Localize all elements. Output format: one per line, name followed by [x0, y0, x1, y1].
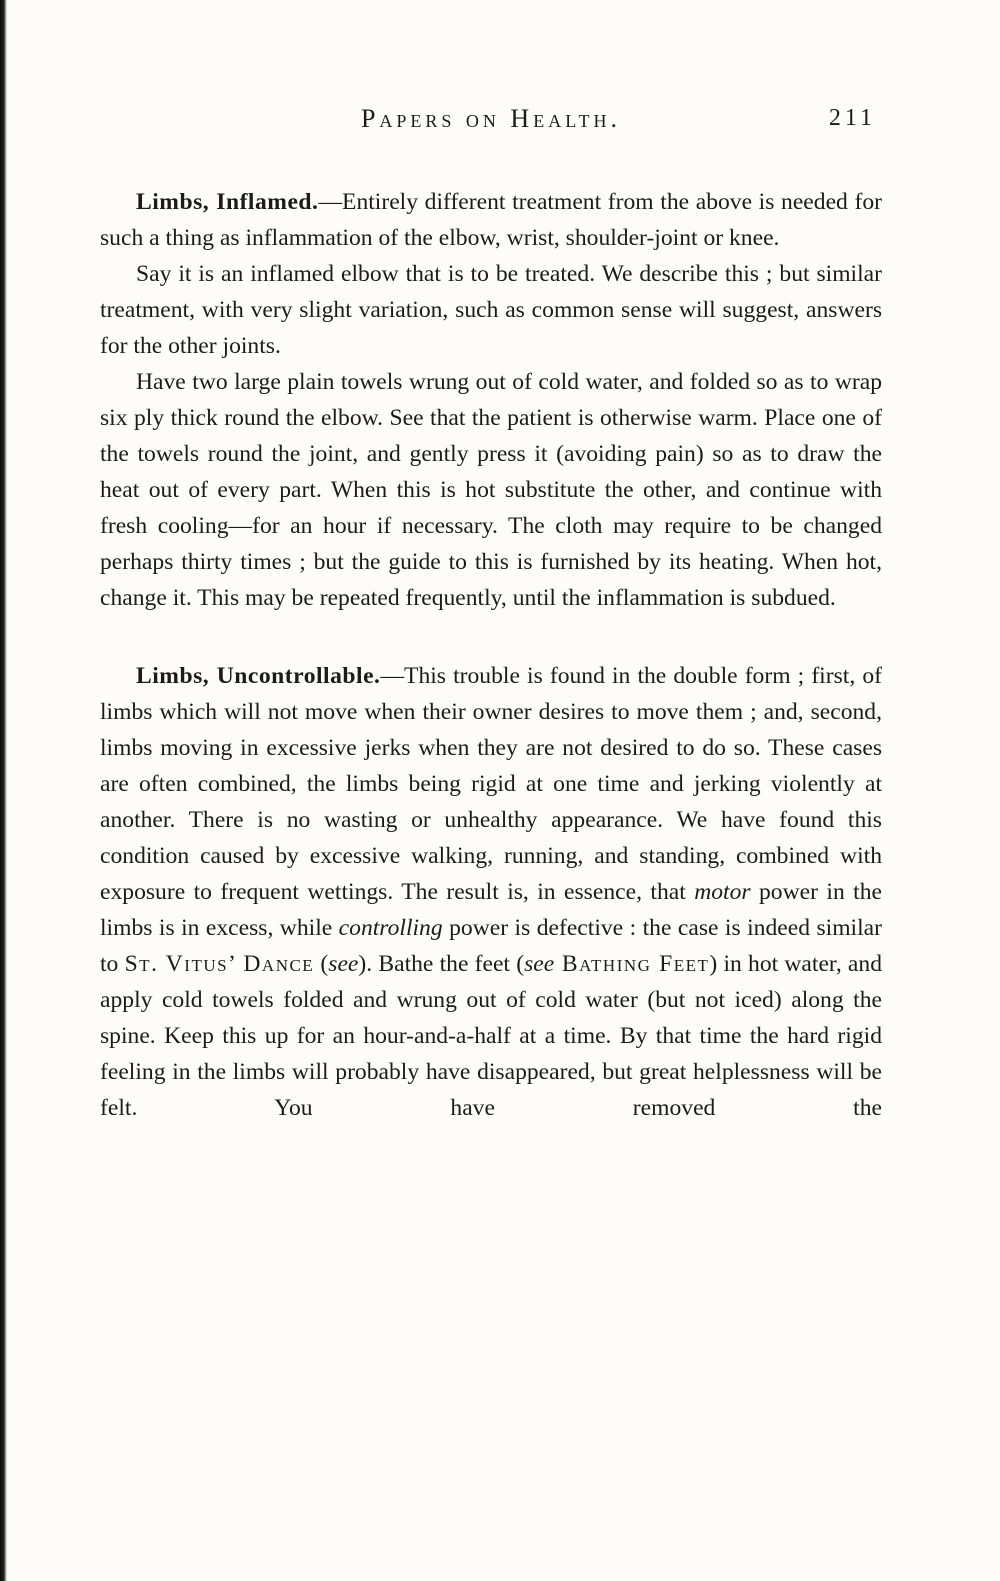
page-number: 211	[828, 105, 876, 131]
text-run-italic: see	[524, 951, 555, 977]
text-run-bold: Limbs, Uncontrollable.	[136, 663, 381, 689]
text-run-smallcaps: St. Vitus’ Dance	[124, 951, 315, 977]
text-run-normal: power is defective : the case is indeed similar to	[100, 915, 882, 977]
text-run-normal: (	[314, 951, 329, 977]
page-header	[100, 104, 882, 138]
running-title: Papers on Health.	[360, 104, 622, 133]
para-limbs-inflamed-3	[100, 364, 882, 616]
text-run-normal: —Entirely different treatment from the above is needed for such a thing as inflammation of the elbow, wrist, shoulder-joint or knee.	[100, 189, 882, 251]
book-page	[100, 104, 882, 1126]
text-run-normal: ) in hot water, and apply cold towels folded and wrung out of cold water (but not iced) along the spine. Keep this up for an hour-and-a-half at a time. By that time the hard rigid feeling in the limbs will probably have disappeared, but great helplessness will be felt. You have removed the	[100, 951, 882, 1121]
text-run-normal: ). Bathe the feet (	[358, 951, 525, 977]
para-limbs-uncontrollable	[100, 658, 882, 1126]
para-limbs-inflamed-2	[100, 256, 882, 364]
text-run-normal: power in the limbs is in excess, while	[100, 879, 882, 941]
text-run-italic: motor	[694, 879, 751, 905]
scan-edge-shadow	[0, 0, 7, 1581]
text-run-normal: —This trouble is found in the double form ; first, of limbs which will not move when their owner desires to move them ; and, second, limbs moving in excessive jerks when they are not desired to do so. These cases are often combined, the limbs being rigid at one time and jerking violently at another. There is no wasting or unhealthy appearance. We have found this condition caused by excessive walking, running, and standing, combined with exposure to frequent wettings. The result is, in essence, that	[100, 663, 882, 905]
text-run-bold: Limbs, Inflamed.	[136, 189, 319, 215]
para-limbs-inflamed-heading	[100, 184, 882, 256]
page-content	[100, 184, 882, 1126]
text-run-italic: controlling	[338, 915, 443, 941]
text-run-normal: Have two large plain towels wrung out of cold water, and folded so as to wrap six ply thick round the elbow. See that the patient is otherwise warm. Place one of the towels round the joint, and gently press it (avoiding pain) so as to draw the heat out of every part. When this is hot substitute the other, and continue with fresh cooling—for an hour if necessary. The cloth may require to be changed perhaps thirty times ; but the guide to this is furnished by its heating. When hot, change it. This may be repeated frequently, until the inflammation is subdued.	[100, 369, 882, 611]
text-run-smallcaps: Bathing Feet	[554, 951, 710, 977]
text-run-normal: Say it is an inflamed elbow that is to be treated. We describe this ; but similar treatment, with very slight variation, such as common sense will suggest, answers for the other joints.	[100, 261, 882, 359]
text-run-italic: see	[328, 951, 359, 977]
